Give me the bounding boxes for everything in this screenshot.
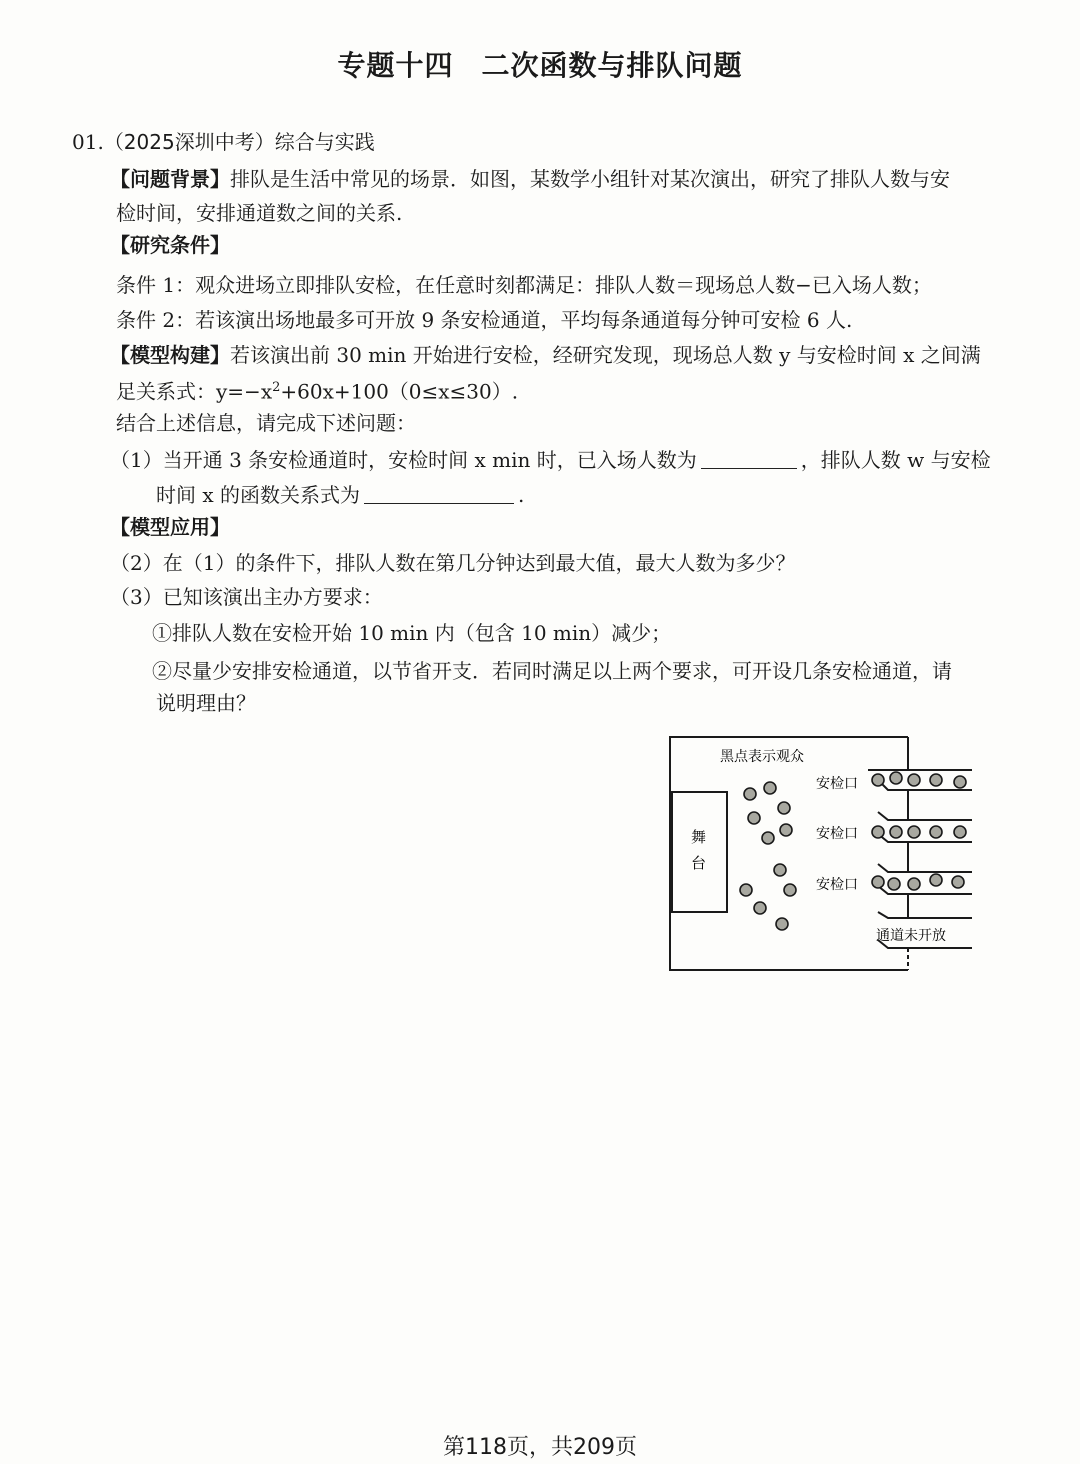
closed-label: 通道未开放 — [876, 928, 946, 944]
background-paragraph: 【问题背景】排队是生活中常见的场景．如图，某数学小组针对某次演出，研究了排队人数与安 — [110, 167, 950, 191]
question-3: （3）已知该演出主办方要求： — [110, 585, 383, 609]
audience-dot — [890, 826, 902, 838]
audience-dot — [872, 826, 884, 838]
audience-dot — [754, 902, 766, 914]
question-1: （1）当开通 3 条安检通道时，安检时间 x min 时，已入场人数为 ，排队人数 w 与安检 — [110, 448, 991, 472]
audience-dot — [890, 772, 902, 784]
audience-dot — [872, 876, 884, 888]
audience-dot — [784, 884, 796, 896]
gate-label-1: 安检口 — [816, 776, 858, 792]
background-paragraph-cont: 检时间，安排通道数之间的关系. — [116, 201, 403, 225]
question-2: （2）在（1）的条件下，排队人数在第几分钟达到最大值，最大人数为多少？ — [110, 551, 796, 575]
answer-blank-2[interactable] — [364, 483, 514, 504]
page-title: 专题十四 二次函数与排队问题 — [337, 49, 743, 82]
stage-text-1: 舞 — [691, 828, 707, 846]
audience-dot — [954, 826, 966, 838]
audience-dot — [954, 776, 966, 788]
audience-dot — [930, 774, 942, 786]
audience-dot — [764, 782, 776, 794]
audience-dot — [908, 826, 920, 838]
requirement-3: 说明理由？ — [156, 691, 256, 715]
audience-dot — [908, 878, 920, 890]
apply-heading: 【模型应用】 — [110, 515, 230, 539]
gate-label-2: 安检口 — [816, 826, 858, 842]
audience-dot — [952, 876, 964, 888]
requirement-2: ②尽量少安排安检通道，以节省开支．若同时满足以上两个要求，可开设几条安检通道，请 — [152, 659, 952, 683]
audience-dot — [740, 884, 752, 896]
stage-box — [672, 792, 727, 912]
conditions-heading: 【研究条件】 — [110, 233, 230, 257]
audience-dot — [908, 774, 920, 786]
model-paragraph: 【模型构建】若该演出前 30 min 开始进行安检，经研究发现，现场总人数 y 与安检时间 x 之间满 — [110, 343, 981, 367]
audience-dot — [888, 878, 900, 890]
gate-label-3: 安检口 — [816, 877, 858, 893]
audience-dot — [930, 826, 942, 838]
audience-dot — [748, 812, 760, 824]
condition-1: 条件 1：观众进场立即排队安检，在任意时刻都满足：排队人数＝现场总人数−已入场人数； — [116, 273, 932, 297]
audience-dot — [774, 864, 786, 876]
audience-dot — [778, 802, 790, 814]
venue-diagram — [664, 732, 980, 978]
audience-dot — [762, 832, 774, 844]
combine-text: 结合上述信息，请完成下述问题： — [116, 411, 416, 435]
caption-text: 黑点表示观众 — [720, 749, 804, 765]
audience-dot — [744, 788, 756, 800]
question-1-cont: 时间 x 的函数关系式为 . — [156, 483, 525, 507]
stage-text-2: 台 — [691, 854, 707, 872]
condition-2: 条件 2：若该演出场地最多可开放 9 条安检通道，平均每条通道每分钟可安检 6 人. — [116, 308, 853, 332]
lane-2-top — [878, 812, 972, 820]
audience-dot — [780, 824, 792, 836]
audience-dot — [872, 774, 884, 786]
requirement-1: ①排队人数在安检开始 10 min 内（包含 10 min）减少； — [152, 621, 672, 645]
problem-header: 01.（2025深圳中考）综合与实践 — [72, 130, 375, 154]
closed-lane-top — [878, 912, 972, 918]
model-formula: 足关系式：$y=-x^2+60x+100(0\le x\le 30)$. — [116, 379, 519, 404]
answer-blank-1[interactable] — [701, 448, 797, 469]
page-footer: 第118页，共209页 — [443, 1435, 637, 1460]
audience-dot — [930, 874, 942, 886]
audience-dot — [776, 918, 788, 930]
lane-3-top — [878, 864, 972, 872]
